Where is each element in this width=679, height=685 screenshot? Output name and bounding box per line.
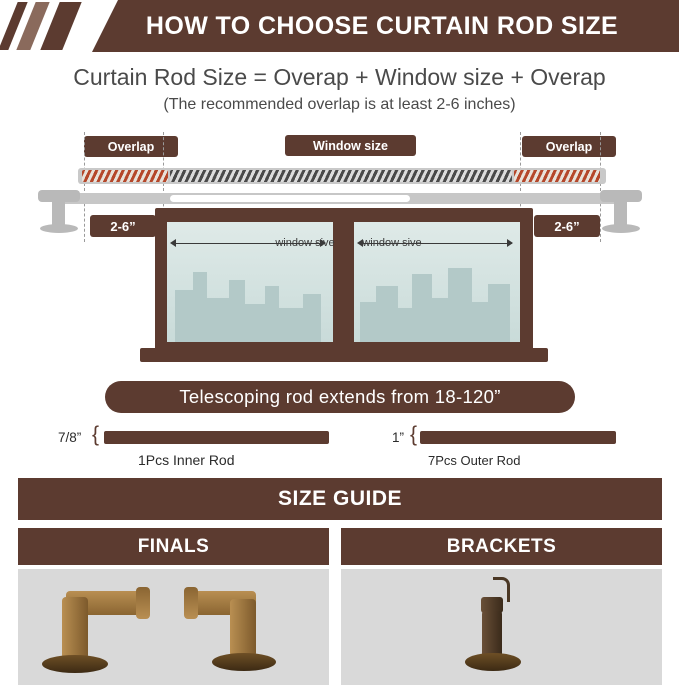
size-guide-card-brackets: [341, 528, 662, 685]
window-arrow-right-end: [507, 239, 513, 247]
spec-size-outer: 1”: [392, 430, 405, 445]
window-sill: [140, 348, 548, 362]
page-title: HOW TO CHOOSE CURTAIN ROD SIZE: [145, 11, 619, 40]
size-guide-card-finals-body: [18, 569, 329, 685]
window-pane-right-label: window sive: [362, 237, 422, 249]
size-guide-title: SIZE GUIDE: [18, 478, 662, 520]
guide-line-left-outer: [84, 132, 85, 242]
rod-hatch-window-span: [170, 170, 512, 182]
rod-bracket-left-icon: [38, 190, 80, 236]
spec-label-outer-rod: 7Pcs Outer Rod: [428, 453, 521, 468]
header: [0, 0, 679, 58]
rod-hatch-right-overlap: [514, 170, 600, 182]
spec-brace-outer: {: [410, 423, 418, 446]
outer-rod-graphic: [420, 431, 616, 444]
rod-hatch-left-overlap: [82, 170, 168, 182]
formula-note: (The recommended overlap is at least 2-6 inches): [163, 96, 516, 113]
tag-overlap-left: Overlap: [84, 136, 178, 157]
overlap-measure-right: 2-6”: [534, 215, 600, 237]
size-guide-card-finals: [18, 528, 329, 685]
size-guide-card-finals-title: FINALS: [18, 528, 329, 565]
inner-rod-graphic: [104, 431, 329, 444]
rod-bracket-right-icon: [600, 190, 642, 236]
telescoping-banner: Telescoping rod extends from 18-120”: [105, 381, 575, 413]
size-guide-card-brackets-body: [341, 569, 662, 685]
curtain-rod-inner-section: [170, 195, 410, 202]
tag-overlap-right: Overlap: [522, 136, 616, 157]
overlap-measure-left: 2-6”: [90, 215, 156, 237]
formula-equation: Curtain Rod Size = Overap + Window size + Overap: [73, 64, 606, 90]
spec-brace-inner: {: [92, 423, 100, 446]
window-arrow-left-start: [170, 239, 176, 247]
tag-window-size: Window size: [285, 135, 416, 156]
size-guide-card-brackets-title: BRACKETS: [341, 528, 662, 565]
spec-size-inner: 7/8”: [58, 430, 82, 445]
spec-label-inner-rod: 1Pcs Inner Rod: [138, 452, 235, 468]
window-pane-left-label: window sive: [275, 237, 335, 249]
